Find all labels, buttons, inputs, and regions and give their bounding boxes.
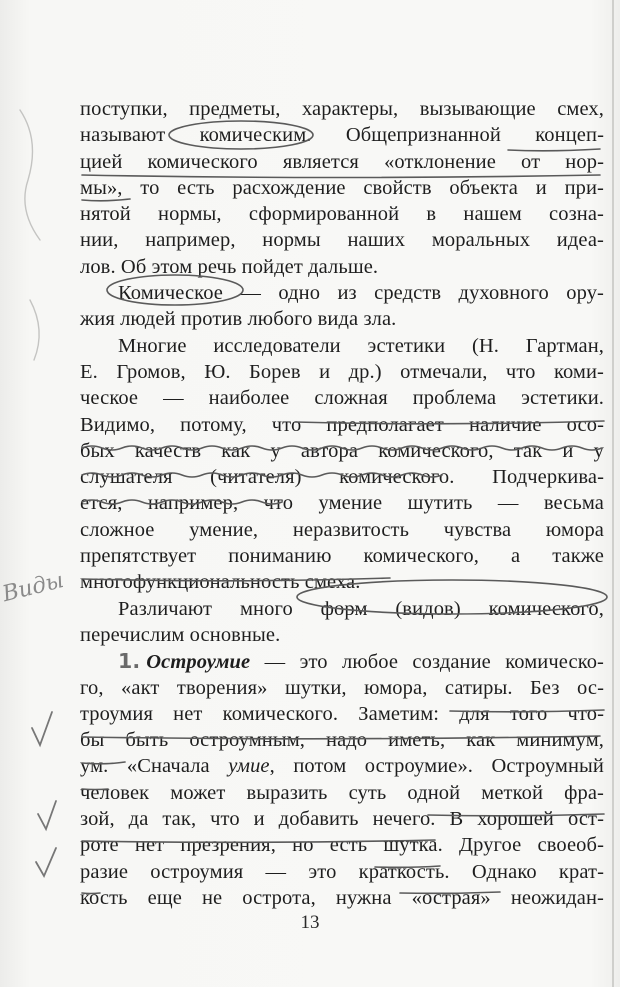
text-line: Различают много форм (видов) комического, [118, 597, 604, 620]
text-line: разие остроумия — это краткость. Однако крат- [80, 860, 604, 883]
text-line: перечислим основные. [80, 623, 281, 646]
text-fragment: , потом остроумие». Остроумный [269, 755, 605, 778]
text-line: цией комического является «отклонение от нор- [80, 150, 604, 173]
text-line: Комическое — одно из средств духовного ору- [118, 282, 604, 305]
margin-annotation: Виды [0, 567, 67, 608]
text-line: поступки, предметы, характеры, вызывающие смех, [80, 98, 604, 120]
text-line: ется, например, что умение шутить — весьма [80, 492, 604, 515]
list-item-heading [80, 648, 604, 674]
text-line: мы», то есть расхождение свойств объекта и при- [80, 176, 604, 199]
text-fragment: — это любое создание комическо- [250, 651, 604, 674]
text-line: троумия нет комического. Заметим: для того что- [80, 702, 604, 725]
page-number: 13 [300, 912, 320, 933]
text-line: многофункциональность смеха. [80, 571, 361, 594]
text-line-quote [80, 753, 604, 779]
text-line: нии, например, нормы наших моральных идеа- [80, 229, 604, 252]
text-fragment: ум. «Сначала [80, 755, 229, 778]
text-line: Видимо, потому, что предполагает наличие осо- [80, 413, 604, 436]
text-line: препятствует пониманию комического, а также [80, 545, 604, 568]
text-line: лов. Об этом речь пойдет дальше. [80, 255, 379, 278]
text-line: нятой нормы, сформированной в нашем сознa- [80, 203, 604, 226]
text-line: называют комическим. Общепризнанной концеп- [80, 124, 604, 147]
page-edge [612, 0, 614, 987]
text-line: зой, да так, что и добавить нечего. В хорошей ост- [80, 808, 604, 831]
text-line: жия людей против любого вида зла. [80, 308, 397, 331]
text-line: бы быть остроумным, надо иметь, как минимум, [80, 729, 604, 752]
text-line: кость еще не острота, нужна «острая» неожидан- [80, 886, 604, 909]
text-line: роте нет презрения, но есть шутка. Другое своеоб- [80, 834, 604, 857]
italic-word: умие [228, 755, 270, 778]
text-line: ческое — наиболее сложная проблема эстетики. [80, 387, 604, 410]
text-line: бых качеств как у автора комического, так и у [80, 439, 604, 462]
term-ostroumie: Остроумие [146, 651, 251, 674]
list-number: 1. [118, 649, 141, 674]
text-line: Многие исследователи эстетики (Н. Гартман, [118, 334, 604, 357]
body-text [80, 96, 604, 911]
text-line: слушателя (читателя) комического. Подчеркива- [80, 466, 604, 489]
text-line: го, «акт творения» шутки, юмора, сатиры. Без ос- [80, 676, 604, 699]
text-line: Е. Громов, Ю. Борев и др.) отмечали, что коми- [80, 360, 604, 383]
text-line: человек может выразить суть одной меткой фра- [80, 781, 604, 804]
text-line: сложное умение, неразвитость чувства юмора [80, 518, 604, 541]
